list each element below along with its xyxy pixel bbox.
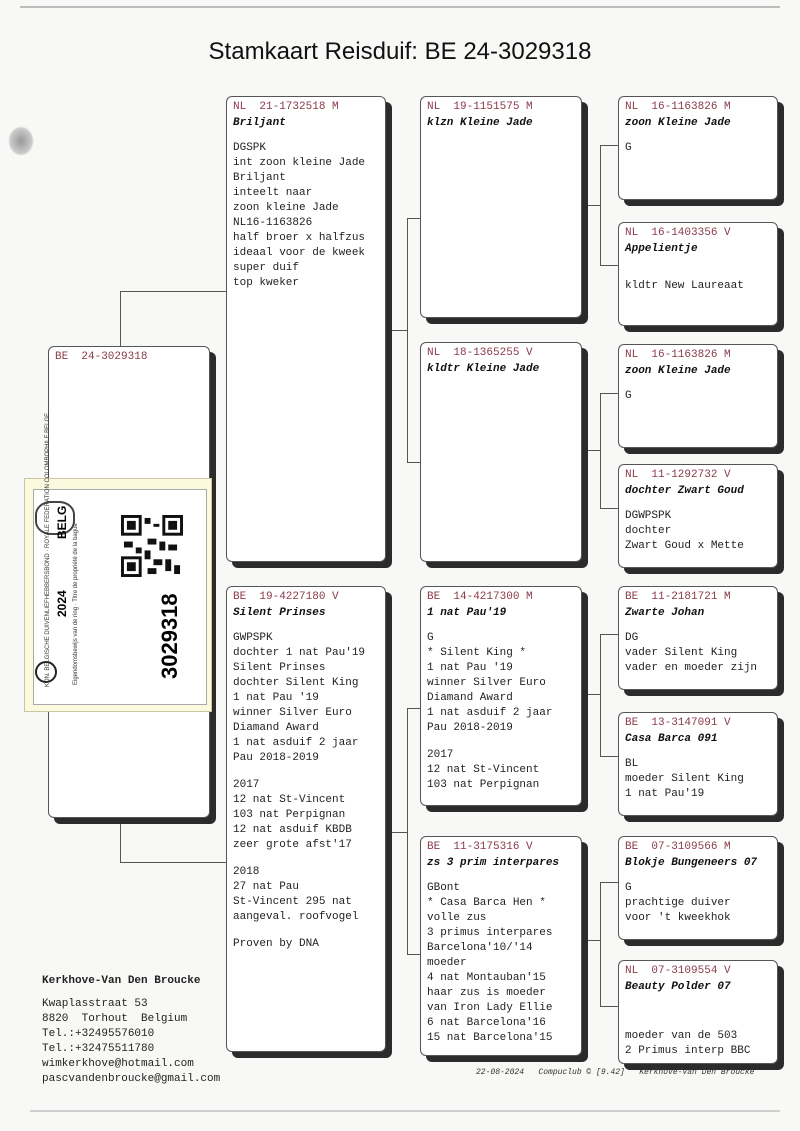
pigeon-notes [625,1005,771,1059]
pigeon-name: Appelientje [625,243,698,255]
note-line: 3 primus interpares [427,927,553,939]
sdd-card [618,464,778,568]
certificate-ring-number: 3029318 [157,593,182,679]
dam-sire-card [420,586,582,806]
dam-dam-card [420,836,582,1056]
connector [600,1006,618,1007]
owner-address: Kwaplasstraat 53 [42,998,148,1010]
note-line: NL16-1163826 [233,217,313,229]
note-line: 103 nat Perpignan [427,779,540,791]
ring-number: NL 21-1732518 M [233,101,339,113]
connector [600,393,618,394]
note-line: aangeval. roofvogel [233,911,359,923]
note-line: 12 nat asduif KBDB [233,824,352,836]
note-line: 6 nat Barcelona'16 [427,1017,546,1029]
connector [120,291,121,347]
ring-number: NL 16-1403356 V [625,227,731,239]
note-line: Silent Prinses [233,662,326,674]
connector [120,818,121,862]
pigeon-name: 1 nat Pau'19 [427,607,507,619]
note-line: dochter Silent King [233,677,359,689]
note-line: dochter 1 nat Pau'19 [233,647,366,659]
pigeon-notes [625,141,771,156]
note-line: St-Vincent 295 nat [233,896,352,908]
connector [385,832,407,833]
connector [407,218,408,462]
note-line: voor 't kweekhok [625,912,731,924]
ring-number: NL 07-3109554 V [625,965,731,977]
note-line: dochter [625,525,672,537]
pigeon-notes [625,267,771,294]
note-line: Diamand Award [233,722,319,734]
note-spacer [233,766,379,778]
pigeon-name: zs 3 prim interpares [427,857,560,869]
note-line: zeer grote afst'17 [233,839,352,851]
note-line: 1 nat Pau '19 [233,692,319,704]
dds-card [618,836,778,940]
pigeon-name: zoon Kleine Jade [625,365,731,377]
pigeon-name: Casa Barca 091 [625,733,718,745]
note-line: G [427,632,434,644]
sire-dam-card [420,342,582,562]
note-line: G [625,142,632,154]
connector [407,708,408,954]
owner-name: Kerkhove-Van Den Broucke [42,975,201,987]
connector [407,462,420,463]
note-line: BL [625,758,639,770]
note-spacer [625,267,771,279]
note-line: DGWPSPK [625,510,672,522]
pigeon-name: Silent Prinses [233,607,326,619]
note-spacer [625,1005,771,1017]
note-line: volle zus [427,912,487,924]
owner-phone: Tel.:+32495576010 [42,1028,155,1040]
note-line: winner Silver Euro [427,677,546,689]
page-title: Stamkaart Reisduif: BE 24-3029318 [208,38,592,65]
ring-number: BE 11-2181721 M [625,591,731,603]
owner-phone: Tel.:+32475511780 [42,1043,155,1055]
note-spacer [625,1017,771,1029]
note-line: vader Silent King [625,647,738,659]
note-line: 4 nat Montauban'15 [427,972,546,984]
ring-number: BE 11-3175316 V [427,841,533,853]
connector [407,708,420,709]
note-line: top kweker [233,277,300,289]
pigeon-notes [233,141,379,291]
ssd-card [618,222,778,326]
connector [600,393,601,508]
connector [600,756,618,757]
note-line: DG [625,632,639,644]
pigeon-name: dochter Zwart Goud [625,485,744,497]
note-spacer [233,925,379,937]
sss-card [618,96,778,200]
note-line: GWPSPK [233,632,273,644]
scan-stain [8,126,34,156]
pigeon-notes [233,631,379,952]
scan-edge-top [20,6,780,8]
note-line: G [625,390,632,402]
sire-sire-card [420,96,582,318]
note-line: 1 nat Pau '19 [427,662,513,674]
connector [600,882,601,1006]
note-line: ideaal voor de kweek [233,247,366,259]
connector [582,694,600,695]
owner-email: wimkerkhove@hotmail.com [42,1058,194,1070]
connector [600,145,618,146]
pigeon-notes [625,757,771,802]
note-line: G [625,882,632,894]
note-line: GBont [427,882,461,894]
pigeon-notes [625,881,771,926]
connector [407,218,420,219]
note-line: 12 nat St-Vincent [233,794,346,806]
note-line: Zwart Goud x Mette [625,540,744,552]
pigeon-notes [625,389,771,404]
note-line: Pau 2018-2019 [427,722,513,734]
ddd-card [618,960,778,1064]
ring-number: BE 19-4227180 V [233,591,339,603]
owner-city: 8820 Torhout Belgium [42,1013,188,1025]
note-line: vader en moeder zijn [625,662,758,674]
scan-edge-bottom [30,1110,780,1112]
pigeon-name: Blokje Bungeneers 07 [625,857,758,869]
note-line: Barcelona'10/'14 [427,942,533,954]
note-line: Pau 2018-2019 [233,752,319,764]
note-line: 2 Primus interp BBC [625,1045,751,1057]
connector [600,634,601,756]
pigeon-name: kldtr Kleine Jade [427,363,540,375]
note-spacer [427,736,575,748]
note-line: 1 nat asduif 2 jaar [427,707,553,719]
note-line: winner Silver Euro [233,707,352,719]
connector [582,450,600,451]
pigeon-name: zoon Kleine Jade [625,117,731,129]
certificate-year: 2024 [55,590,69,617]
pigeon-notes [427,881,575,1046]
note-line: haar zus is moeder [427,987,546,999]
note-line: DGSPK [233,142,267,154]
note-line: Diamand Award [427,692,513,704]
certificate-association: KON. BELGISCHE DUIVENLIEFHEBBERSBOND · ROYALE FEDERATION COLOMBOPHILE BELGE [45,412,51,687]
pigeon-name: klzn Kleine Jade [427,117,533,129]
dsd-card [618,712,778,816]
ring-number: BE 13-3147091 V [625,717,731,729]
connector [600,634,618,635]
note-line: 12 nat St-Vincent [427,764,540,776]
connector [600,145,601,265]
note-line: half broer x halfzus [233,232,366,244]
note-line: moeder van de 503 [625,1030,738,1042]
note-line: 2018 [233,866,260,878]
note-line: zoon kleine Jade [233,202,339,214]
certificate-title: Eigendomsbewijs van de ring · Titre de propriété de la bague [73,523,79,685]
note-line: 1 nat Pau'19 [625,788,705,800]
pigeon-name: Briljant [233,117,286,129]
note-line: 2017 [427,749,454,761]
note-line: inteelt naar [233,187,313,199]
dam-card [226,586,386,1052]
owner-email: pascvandenbroucke@gmail.com [42,1073,221,1085]
connector [407,954,420,955]
connector [600,882,618,883]
note-line: 1 nat asduif 2 jaar [233,737,359,749]
note-line: Proven by DNA [233,938,319,950]
dss-card [618,586,778,690]
note-line: 2017 [233,779,260,791]
note-line: kldtr New Laureaat [625,280,744,292]
note-line: * Casa Barca Hen * [427,897,546,909]
note-line: 15 nat Barcelona'15 [427,1032,553,1044]
pigeon-notes [427,631,575,793]
ring-number: NL 18-1365255 V [427,347,533,359]
connector [582,205,600,206]
note-line: moeder Silent King [625,773,744,785]
note-spacer [233,853,379,865]
note-line: super duif [233,262,300,274]
connector [600,508,618,509]
note-line: int zoon kleine Jade [233,157,366,169]
sire-card [226,96,386,562]
connector [120,291,226,292]
pigeon-name: Zwarte Johan [625,607,705,619]
note-line: van Iron Lady Ellie [427,1002,553,1014]
ring-number: NL 16-1163826 M [625,101,731,113]
connector [385,330,407,331]
ring-certificate [24,412,212,712]
ring-number: NL 16-1163826 M [625,349,731,361]
connector [120,862,226,863]
owner-info [42,975,220,1087]
note-line: 103 nat Perpignan [233,809,346,821]
ring-number: BE 07-3109566 M [625,841,731,853]
connector [600,265,618,266]
note-line: * Silent King * [427,647,527,659]
pigeon-notes [625,509,771,554]
pigeon-name: Beauty Polder 07 [625,981,731,993]
ring-number: NL 19-1151575 M [427,101,533,113]
pigeon-notes [625,631,771,676]
footer-credit: 22-08-2024 Compuclub © [9.42] Kerkhove-Van Den Broucke [476,1068,755,1077]
sds-card [618,344,778,448]
qr-code-icon [121,515,183,577]
note-line: prachtige duiver [625,897,731,909]
ring-number: NL 11-1292732 V [625,469,731,481]
ring-number: BE 14-4217300 M [427,591,533,603]
connector [582,940,600,941]
note-line: 27 nat Pau [233,881,300,893]
note-line: moeder [427,957,467,969]
note-line: Briljant [233,172,286,184]
ring-number: BE 24-3029318 [55,351,148,363]
certificate-country: BELG [55,505,69,539]
